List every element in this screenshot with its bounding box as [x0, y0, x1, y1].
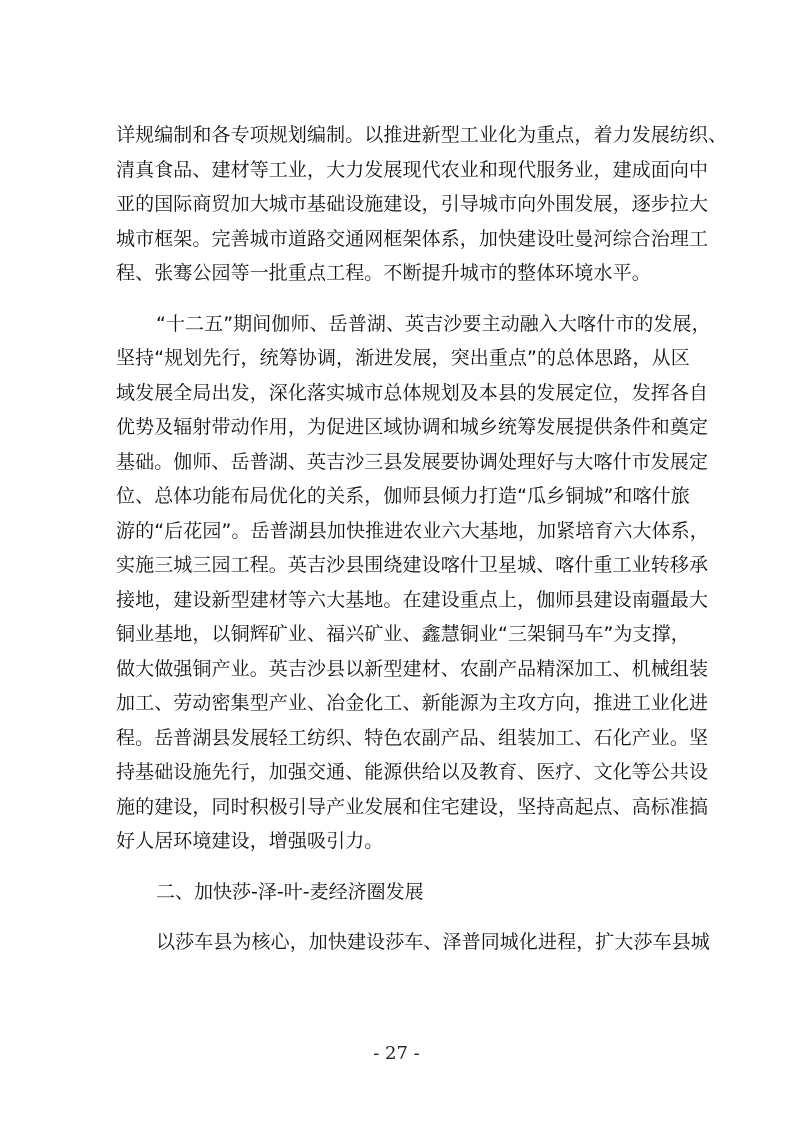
- text-line: 位、总体功能布局优化的关系，伽师县倾力打造“瓜乡铜城”和喀什旅: [116, 485, 690, 507]
- text-line: 优势及辐射带动作用，为促进区域协调和城乡统筹发展提供条件和奠定: [116, 416, 709, 438]
- text-line: 程、张骞公园等一批重点工程。不断提升城市的整体环境水平。: [116, 262, 651, 284]
- section-heading: 二、加快莎-泽-叶-麦经济圈发展: [156, 880, 424, 903]
- text-line: 持基础设施先行，加强交通、能源供给以及教育、医疗、文化等公共设: [116, 761, 709, 783]
- text-line: “十二五”期间伽师、岳普湖、英吉沙要主动融入大喀什市的发展，: [156, 312, 711, 335]
- paragraph-3: [116, 925, 710, 960]
- text-line: 亚的国际商贸加大城市基础设施建设，引导城市向外围发展，逐步拉大: [116, 193, 709, 215]
- paragraph-2: [116, 307, 711, 859]
- text-line: 城市框架。完善城市道路交通网框架体系，加快建设吐曼河综合治理工: [116, 227, 709, 250]
- text-line: 清真食品、建材等工业，大力发展现代农业和现代服务业，建成面向中: [116, 158, 709, 181]
- page-body: [116, 118, 728, 960]
- text-line: 游的“后花园”。岳普湖县加快推进农业六大基地，加紧培育六大体系，: [116, 519, 709, 542]
- text-line: 铜业基地，以铜辉矿业、福兴矿业、鑫慧铜业“三架铜马车”为支撑，: [116, 623, 690, 645]
- text-line: 加工、劳动密集型产业、冶金化工、新能源为主攻方向，推进工业化进: [116, 692, 709, 714]
- paragraph-1: [116, 118, 728, 291]
- text-line: 接地，建设新型建材等六大基地。在建设重点上，伽师县建设南疆最大: [116, 588, 709, 611]
- text-line: 以莎车县为核心，加快建设莎车、泽普同城化进程，扩大莎车县城: [156, 931, 710, 953]
- text-line: 施的建设，同时积极引导产业发展和住宅建设，坚持高起点、高标准搞: [116, 795, 709, 818]
- text-line: 坚持“规划先行，统筹协调，渐进发展，突出重点”的总体思路，从区: [116, 347, 690, 369]
- text-line: 域发展全局出发，深化落实城市总体规划及本县的发展定位，发挥各自: [116, 381, 709, 404]
- text-line: 做大做强铜产业。英吉沙县以新型建材、农副产品精深加工、机械组装: [116, 657, 709, 680]
- page-number: - 27 -: [373, 1043, 420, 1064]
- text-line: 基础。伽师、岳普湖、英吉沙三县发展要协调处理好与大喀什市发展定: [116, 450, 709, 473]
- text-line: 好人居环境建设，增强吸引力。: [116, 830, 384, 852]
- text-line: 程。岳普湖县发展轻工纺织、特色农副产品、组装加工、石化产业。坚: [116, 726, 709, 749]
- text-line: 详规编制和各专项规划编制。以推进新型工业化为重点，着力发展纺织、: [116, 124, 728, 146]
- text-line: 实施三城三园工程。英吉沙县围绕建设喀什卫星城、喀什重工业转移承: [116, 554, 709, 576]
